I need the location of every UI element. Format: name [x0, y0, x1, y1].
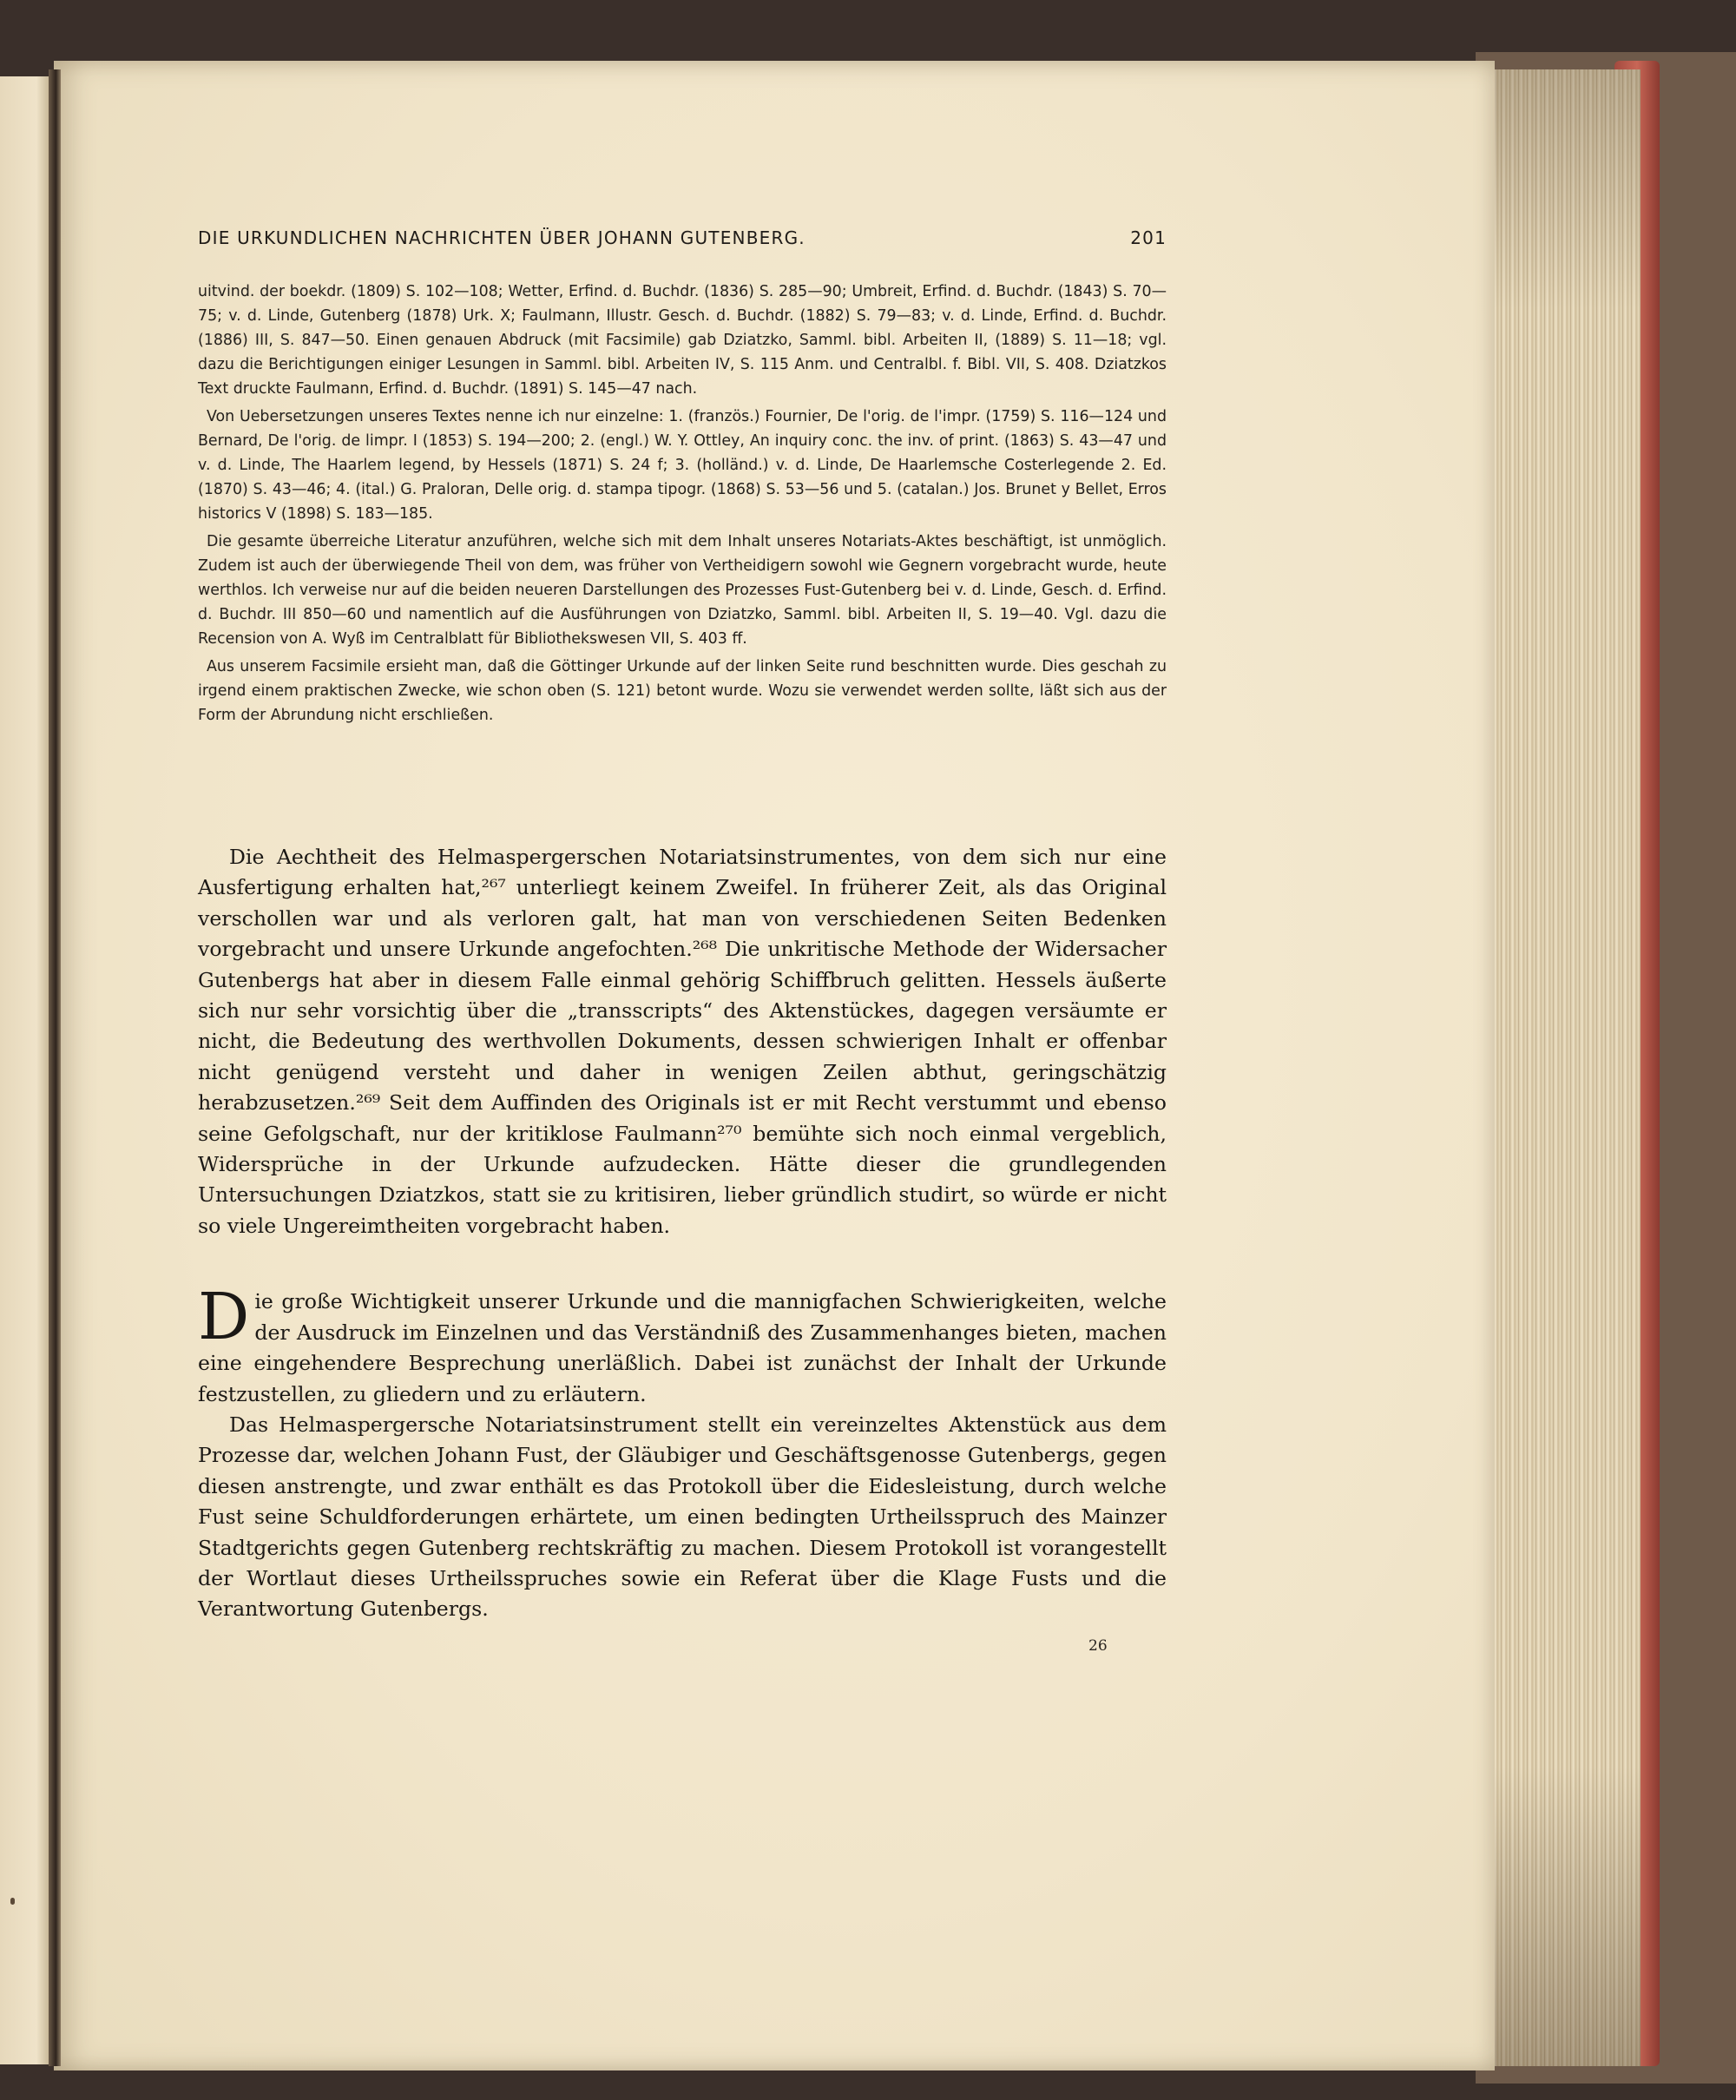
paper-speck [10, 1898, 15, 1905]
footnote-paragraph: uitvind. der boekdr. (1809) S. 102—108; Wetter, Erfind. d. Buchdr. (1836) S. 285—90; Umbreit, Erfind. d. Buchdr. (1843) S. 70—75; v. d. Linde, Gutenberg (1878) Urk. X; Faulmann, Illustr. Gesch. d. Buchdr. (1882) S. 79—83; v. d. Linde, Erfind. d. Buchdr. (1886) III, S. 847—50. Einen genauen Abdruck (mit Facsimile) gab Dziatzko, Samml. bibl. Arbeiten II, (1889) S. 11—18; vgl. dazu die Berichtigungen einiger Lesungen in Samml. bibl. Arbeiten IV, S. 115 Anm. und Centralbl. f. Bibl. VII, S. 408. Dziatzkos Text druckte Faulmann, Erfind. d. Buchdr. (1891) S. 145—47 nach. [198, 283, 1167, 398]
running-head [198, 227, 1167, 248]
page-block-shade [1476, 69, 1641, 2066]
drop-cap: D [198, 1280, 250, 1355]
footnote-paragraph: Von Uebersetzungen unseres Textes nenne ich nur einzelne: 1. (französ.) Fournier, De l'orig. de l'impr. (1759) S. 116—124 und Bernard, De l'orig. de limpr. I (1853) S. 194—200; 2. (engl.) W. Y. Ottley, An inquiry conc. the inv. of print. (1863) S. 43—47 und v. d. Linde, The Haarlem legend, by Hessels (1871) S. 24 f; 3. (holländ.) v. d. Linde, De Haarlemsche Costerlegende 2. Ed. (1870) S. 43—46; 4. (ital.) G. Praloran, Delle orig. d. stampa tipogr. (1868) S. 53—56 und 5. (catalan.) Jos. Brunet y Bellet, Erros historics V (1898) S. 183—185. [198, 408, 1167, 523]
footnote-paragraph: Aus unserem Facsimile ersieht man, daß die Göttinger Urkunde auf der linken Seite rund beschnitten wurde. Dies geschah zu irgend einem praktischen Zwecke, wie schon oben (S. 121) betont wurde. Wozu sie verwendet werden sollte, läßt sich aus der Form der Abrundung nicht erschließen. [198, 658, 1167, 724]
footnotes-block [198, 280, 1167, 727]
page-number: 201 [1130, 227, 1167, 248]
body-paragraph-text: ie große Wichtigkeit unserer Urkunde und die mannigfachen Schwierigkeiten, welche der Ausdruck im Einzelnen und das Verständniß des Zusammenhanges bieten, machen eine eingehendere Besprechung unerläßlich. Dabei ist zunächst der Inhalt der Urkunde festzustellen, zu gliedern und zu erläutern. [198, 1289, 1167, 1406]
body-paragraph: Das Helmaspergersche Notariatsinstrument stellt ein vereinzeltes Aktenstück aus dem Prozesse dar, welchen Johann Fust, der Gläubiger und Geschäftsgenosse Gutenbergs, gegen diesen anstrengte, und zwar enthält es das Protokoll über die Eidesleistung, durch welche Fust seine Schuldforderungen erhärtete, um einen bedingten Urtheilsspruch des Mainzer Stadtgerichts gegen Gutenberg rechtskräftig zu machen. Diesem Protokoll ist vorangestellt der Wortlaut dieses Urtheilsspruches sowie ein Referat über die Klage Fusts und die Verantwortung Gutenbergs. [198, 1412, 1167, 1622]
signature-mark: 26 [1088, 1637, 1108, 1655]
left-page-sliver [0, 76, 52, 2064]
body-paragraph: Die Aechtheit des Helmaspergerschen Notariatsinstrumentes, von dem sich nur eine Ausfertigung erhalten hat,²⁶⁷ unterliegt keinem Zweifel. In früherer Zeit, als das Original verschollen war und als verloren galt, hat man von verschiedenen Seiten Bedenken vorgebracht und unsere Urkunde angefochten.²⁶⁸ Die unkritische Methode der Widersacher Gutenbergs hat aber in diesem Falle einmal gehörig Schiffbruch gelitten. Hessels äußerte sich nur sehr vorsichtig über die „transscripts“ des Aktenstückes, dagegen versäumte er nicht, die Bedeutung des werthvollen Dokuments, dessen schwierigen Inhalt er offenbar nicht genügend versteht und daher in wenigen Zeilen abthut, geringschätzig herabzusetzen.²⁶⁹ Seit dem Auffinden des Originals ist er mit Recht verstummt und ebenso seine Gefolgschaft, nur der kritiklose Faulmann²⁷⁰ bemühte sich noch einmal vergeblich, Widersprüche in der Urkunde aufzudecken. Hätte dieser die grundlegenden Untersuchungen Dziatzkos, statt sie zu kritisiren, lieber gründlich studirt, so würde er nicht so viele Ungereimtheiten vorgebracht haben. [198, 845, 1167, 1238]
main-text [198, 842, 1167, 1625]
book-gutter [49, 69, 61, 2066]
running-head-title: DIE URKUNDLICHEN NACHRICHTEN ÜBER JOHANN GUTENBERG. [198, 227, 806, 248]
footnote-paragraph: Die gesamte überreiche Literatur anzuführen, welche sich mit dem Inhalt unseres Notariats-Aktes beschäftigt, ist unmöglich. Zudem ist auch der überwiegende Theil von dem, was früher von Vertheidigern sowohl wie Gegnern vorgebracht wurde, heute werthlos. Ich verweise nur auf die beiden neueren Darstellungen des Prozesses Fust-Gutenberg bei v. d. Linde, Gesch. d. Erfind. d. Buchdr. III 850—60 und namentlich auf die Ausführungen von Dziatzko, Samml. bibl. Arbeiten II, S. 19—40. Vgl. dazu die Recension von A. Wyß im Centralblatt für Bibliothekswesen VII, S. 403 ff. [198, 533, 1167, 648]
body-paragraph-dropcap [198, 1280, 1167, 1410]
